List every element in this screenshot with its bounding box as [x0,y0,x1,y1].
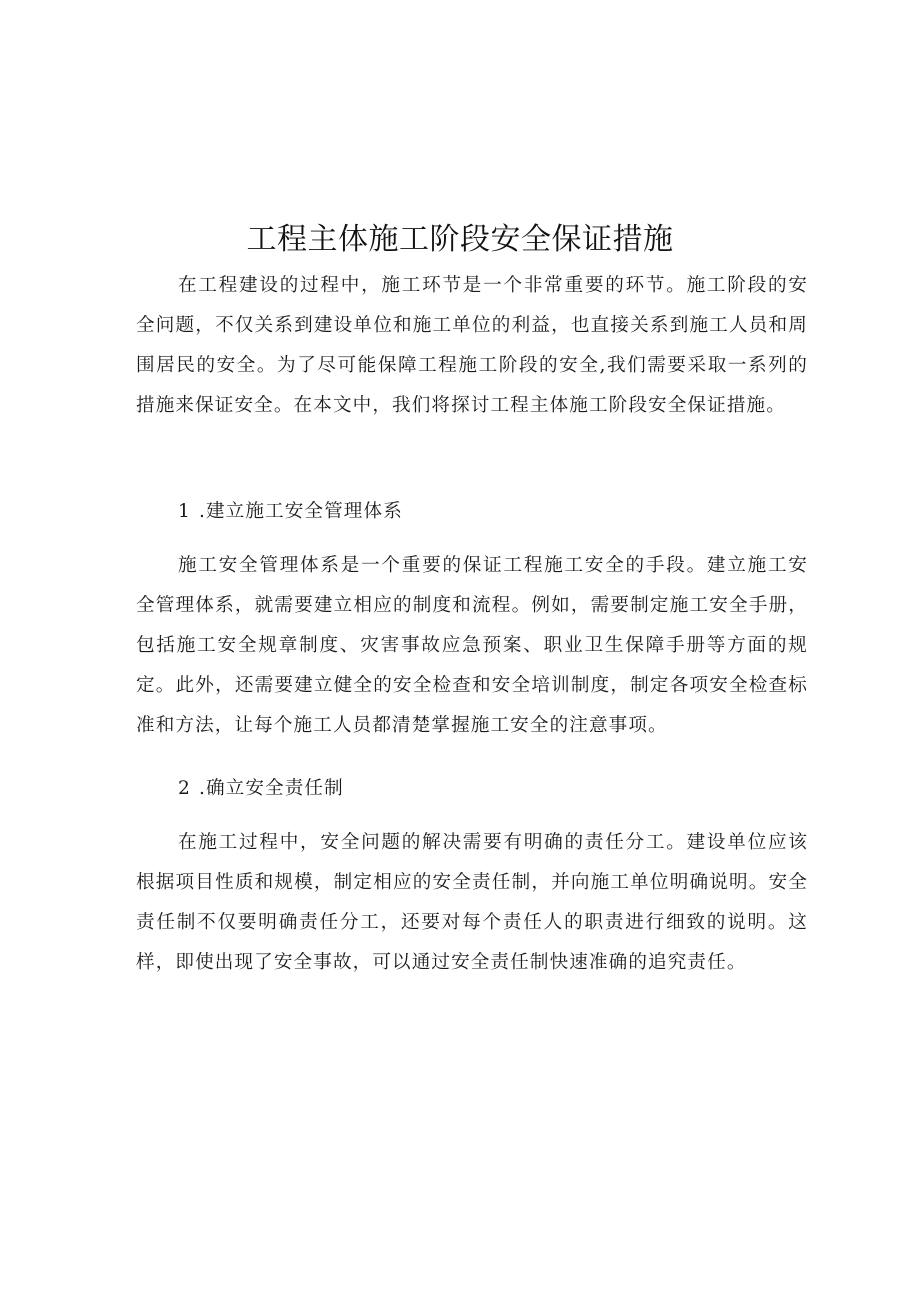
section-1-number: 1 [178,501,191,522]
section-1-paragraph: 施工安全管理体系是一个重要的保证工程施工安全的手段。建立施工安全管理体系，就需要建立相应的制度和流程。例如，需要制定施工安全手册，包括施工安全规章制度、灾害事故应急预案、职业卫生保障手册等方面的规定。此外，还需要建立健全的安全检查和安全培训制度，制定各项安全检查标准和方法，让每个施工人员都清楚掌握施工安全的注意事项。 [136,555,808,736]
intro-paragraph: 在工程建设的过程中，施工环节是一个非常重要的环节。施工阶段的安全问题，不仅关系到建设单位和施工单位的利益，也直接关系到施工人员和周围居民的安全。为了尽可能保障工程施工阶段的安全,我们需要采取一系列的措施来保证安全。在本文中，我们将探讨工程主体施工阶段安全保证措施。 [136,275,808,416]
section-2-number: 2 [178,778,191,799]
section-2-heading [178,769,344,809]
section-1-title: .建立施工安全管理体系 [198,501,403,522]
section-2-paragraph: 在施工过程中，安全问题的解决需要有明确的责任分工。建设单位应该根据项目性质和规模，制定相应的安全责任制，并向施工单位明确说明。安全责任制不仅要明确责任分工，还要对每个责任人的职责进行细致的说明。这样，即使出现了安全事故，可以通过安全责任制快速准确的追究责任。 [136,832,808,973]
section-2-title: .确立安全责任制 [198,778,344,799]
document-title: 工程主体施工阶段安全保证措施 [246,222,674,257]
section-1-heading [178,492,403,532]
